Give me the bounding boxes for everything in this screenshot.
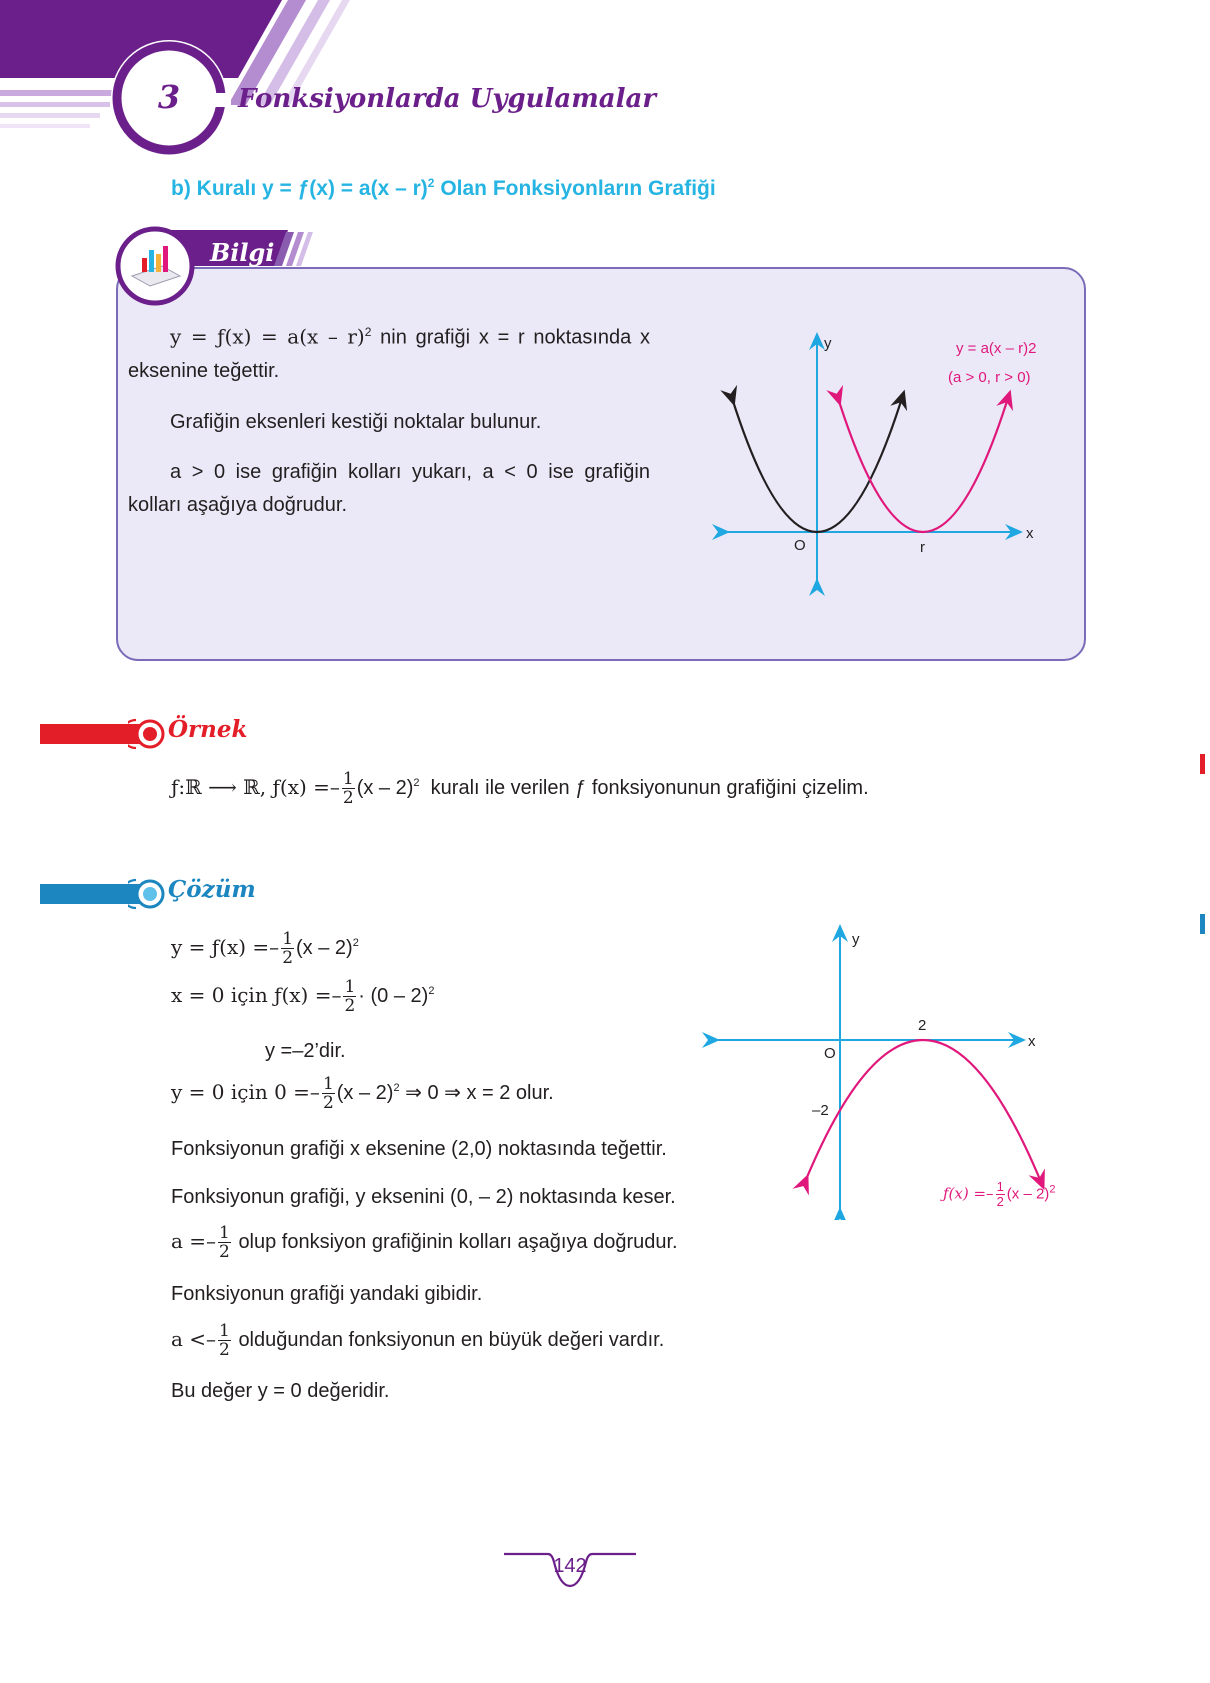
solution-line-9 <box>171 1322 664 1359</box>
info-graph-origin-label: O <box>794 537 806 554</box>
solution-target-icon <box>128 876 168 912</box>
frac-den: 2 <box>996 1194 1004 1209</box>
example-expr: (x – 2) <box>356 776 414 799</box>
example-statement <box>171 770 869 807</box>
solution-l4-exp: 2 <box>393 1082 400 1095</box>
info-graph-curve-label-2: (a > 0, r > 0) <box>948 369 1031 386</box>
example-target-icon <box>128 716 168 752</box>
solution-l7-b: olup fonksiyon grafiğinin kolları aşağıya doğrudur. <box>238 1230 678 1253</box>
chapter-title: Fonksiyonlarda Uygulamalar <box>238 84 657 114</box>
solution-l7-a: a =– <box>171 1228 217 1253</box>
info-paragraph-3: a > 0 ise grafiğin kolları yukarı, a < 0 ise grafiğin kolları aşağıya doğrudur. <box>128 461 650 516</box>
solution-graph-x-label: x <box>1028 1033 1036 1050</box>
curve-label-a: ƒ(x) =– <box>943 1184 994 1203</box>
curve-label-b: (x – 2) <box>1006 1185 1050 1203</box>
frac-num: 1 <box>219 1321 230 1341</box>
frac-den: 2 <box>322 1093 334 1113</box>
solution-line-8: Fonksiyonun grafiği yandaki gibidir. <box>171 1283 483 1305</box>
shifted-parabola <box>838 398 1008 532</box>
info-label: Bilgi <box>210 238 275 267</box>
info-formula: y = ƒ(x) = a(x – r) <box>170 324 365 349</box>
solution-l1-exp: 2 <box>352 937 359 950</box>
example-lead: ƒ:ℝ ⟶ ℝ, ƒ(x) =– <box>171 774 340 799</box>
solution-graph <box>700 920 1100 1220</box>
curve-label-frac <box>996 1180 1005 1209</box>
info-graph-curve-label-1: y = a(x – r)2 <box>956 340 1037 357</box>
solution-l4-b: (x – 2) <box>336 1081 394 1104</box>
frac-num: 1 <box>322 1074 334 1094</box>
solution-graph-curve-label <box>943 1180 1055 1209</box>
example-exp: 2 <box>413 777 420 790</box>
solution-graph-origin-label: O <box>824 1045 836 1062</box>
solution-l2-frac <box>343 978 356 1015</box>
info-paragraph-2: Grafiğin eksenleri kestiği noktalar bulunur. <box>170 411 542 433</box>
solution-l4-c: ⇒ 0 ⇒ x = 2 olur. <box>405 1081 554 1104</box>
info-graph <box>710 330 1080 600</box>
section-heading-suffix: Olan Fonksiyonların Grafiği <box>440 177 716 200</box>
section-heading-formula: y = ƒ(x) = a(x – r) <box>262 177 428 200</box>
example-frac-num: 1 <box>342 769 354 789</box>
solution-graph-y-label: y <box>852 931 860 948</box>
solution-l4-a: y = 0 için 0 =– <box>171 1079 320 1104</box>
info-formula-exponent: 2 <box>364 325 372 339</box>
example-frac-den: 2 <box>342 788 354 808</box>
page-number: 142 <box>553 1555 587 1577</box>
section-heading-prefix: b) Kuralı <box>171 177 257 200</box>
solution-graph-yint-label: –2 <box>812 1102 829 1119</box>
solution-l9-a: a <– <box>171 1326 217 1351</box>
solution-line-6: Fonksiyonun grafiği, y eksenini (0, – 2) noktasında keser. <box>171 1186 676 1208</box>
solution-graph-vertex-label: 2 <box>918 1017 927 1034</box>
example-label: Örnek <box>168 716 248 743</box>
solution-l1-frac <box>281 930 294 967</box>
frac-num: 1 <box>344 977 356 997</box>
frac-num: 1 <box>219 1223 230 1243</box>
example-fraction <box>342 770 355 807</box>
example-side-mark <box>1200 754 1205 774</box>
example-text: kuralı ile verilen ƒ fonksiyonunun grafiğini çizelim. <box>430 776 869 799</box>
solution-line-10: Bu değer y = 0 değeridir. <box>171 1380 390 1402</box>
info-graph-y-label: y <box>824 335 832 352</box>
info-p1-text: nin grafiği x = r noktasında x eksenine teğettir. <box>128 326 650 382</box>
solution-line-4 <box>171 1075 554 1112</box>
solution-l9-b: olduğundan fonksiyonun en büyük değeri vardır. <box>238 1328 665 1351</box>
solution-l7-frac <box>218 1224 231 1261</box>
solution-line-5: Fonksiyonun grafiği x eksenine (2,0) noktasında teğettir. <box>171 1138 667 1160</box>
frac-num: 1 <box>996 1179 1004 1194</box>
solution-l2-a: x = 0 için ƒ(x) =– <box>171 982 342 1007</box>
frac-num: 1 <box>282 929 294 949</box>
solution-l2-b: · (0 – 2) <box>358 984 429 1007</box>
solution-l1-b: (x – 2) <box>296 936 353 959</box>
solution-line-2 <box>171 978 434 1015</box>
info-paragraph-1 <box>128 316 650 388</box>
frac-den: 2 <box>219 1242 230 1262</box>
chapter-number: 3 <box>157 78 181 116</box>
solution-line-7 <box>171 1224 678 1261</box>
solution-l1-a: y = ƒ(x) =– <box>171 934 280 959</box>
frac-den: 2 <box>219 1340 230 1360</box>
info-graph-r-label: r <box>920 539 925 556</box>
section-heading <box>171 176 716 201</box>
section-heading-exponent: 2 <box>427 176 435 190</box>
solution-l4-frac <box>322 1075 335 1112</box>
frac-den: 2 <box>344 996 356 1016</box>
solution-label: Çözüm <box>168 876 256 903</box>
curve-label-exp: 2 <box>1049 1183 1056 1196</box>
solution-l2-exp: 2 <box>428 985 435 998</box>
frac-den: 2 <box>282 948 294 968</box>
solution-l9-frac <box>218 1322 231 1359</box>
info-graph-x-label: x <box>1026 525 1034 542</box>
solution-line-3: y =–2’dir. <box>265 1040 346 1062</box>
solution-side-mark <box>1200 914 1205 934</box>
solution-line-1 <box>171 930 359 967</box>
